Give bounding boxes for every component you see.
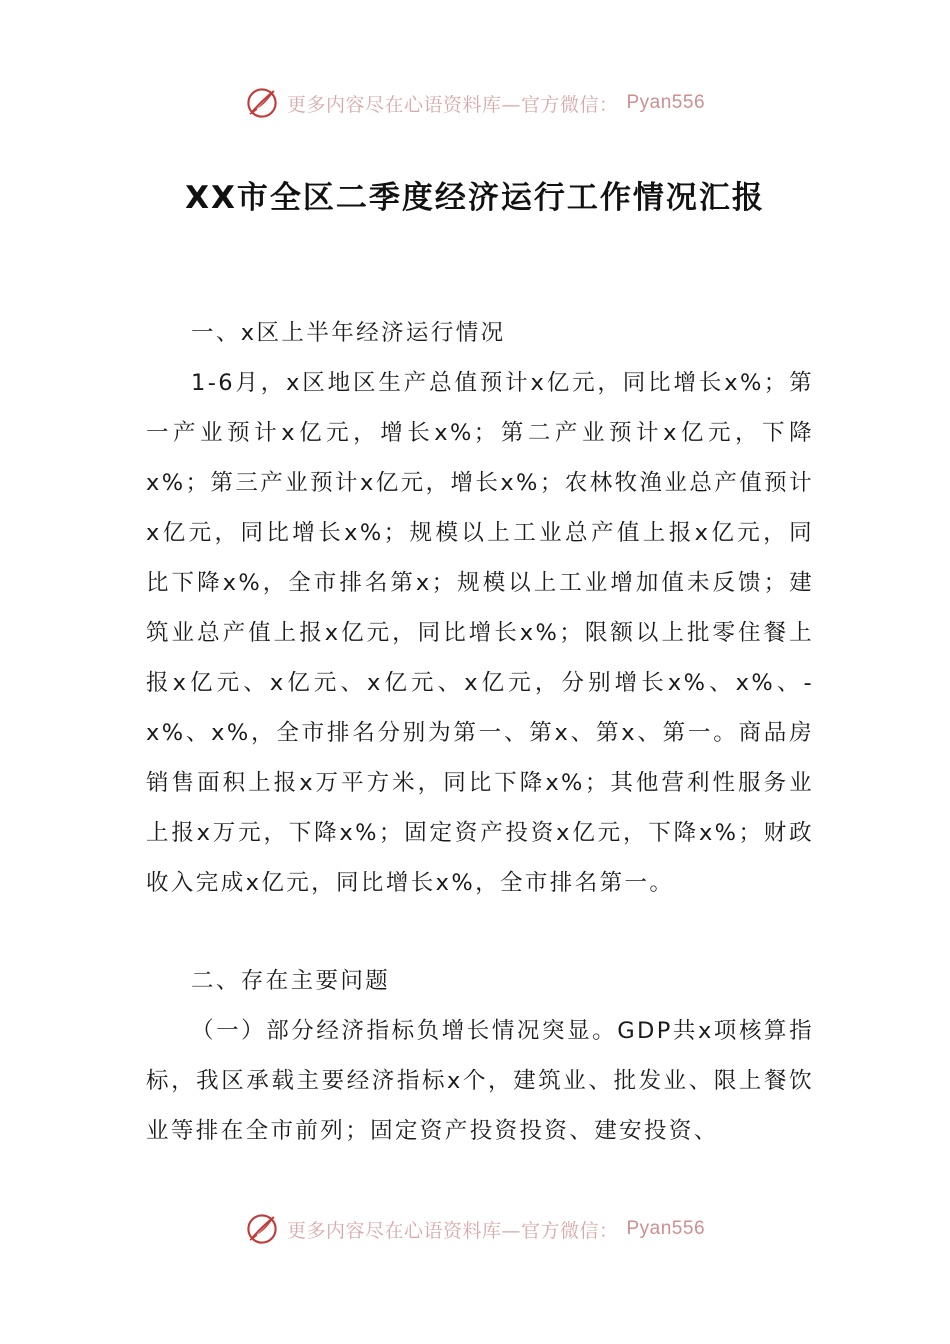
quill-logo-icon [245, 1212, 279, 1246]
watermark-footer [0, 1212, 950, 1246]
watermark-handle: Pyan556 [626, 1218, 706, 1239]
section-2-heading: 二、存在主要问题 [191, 968, 391, 994]
section-2-heading-block [146, 956, 814, 1006]
watermark-header [0, 86, 950, 120]
section-1-heading: 一、x区上半年经济运行情况 [191, 320, 506, 346]
section-2-paragraph-block [146, 1006, 814, 1156]
document-title: XX市全区二季度经济运行工作情况汇报 [185, 180, 765, 216]
watermark-text: 更多内容尽在心语资料库—官方微信： [286, 1219, 619, 1242]
section-1-heading-block [146, 308, 814, 358]
watermark-handle: Pyan556 [626, 92, 706, 113]
quill-logo-icon [245, 86, 279, 120]
section-1-paragraph: 1-6月，x区地区生产总值预计x亿元，同比增长x%；第一产业预计x亿元，增长x%；第二产业预计x亿元，下降x%；第三产业预计x亿元，增长x%；农林牧渔业总产值预计x亿元，同比增长x%；规模以上工业总产值上报x亿元，同比下降x%，全市排名第x；规模以上工业增加值未反馈；建筑业总产值上报x亿元，同比增长x%；限额以上批零住餐上报x亿元、x亿元、x亿元、x亿元，分别增长x%、x%、-x%、x%，全市排名分别为第一、第x、第x、第一。商品房销售面积上报x万平方米，同比下降x%；其他营利性服务业上报x万元，下降x%；固定资产投资x亿元，下降x%；财政收入完成x亿元，同比增长x%，全市排名第一。 [146, 370, 814, 896]
section-1-paragraph-block [146, 358, 814, 908]
watermark-text: 更多内容尽在心语资料库—官方微信： [286, 93, 619, 116]
section-2-paragraph: （一）部分经济指标负增长情况突显。GDP共x项核算指标，我区承载主要经济指标x个，建筑业、批发业、限上餐饮业等排在全市前列；固定资产投资投资、建安投资、 [146, 1018, 814, 1144]
